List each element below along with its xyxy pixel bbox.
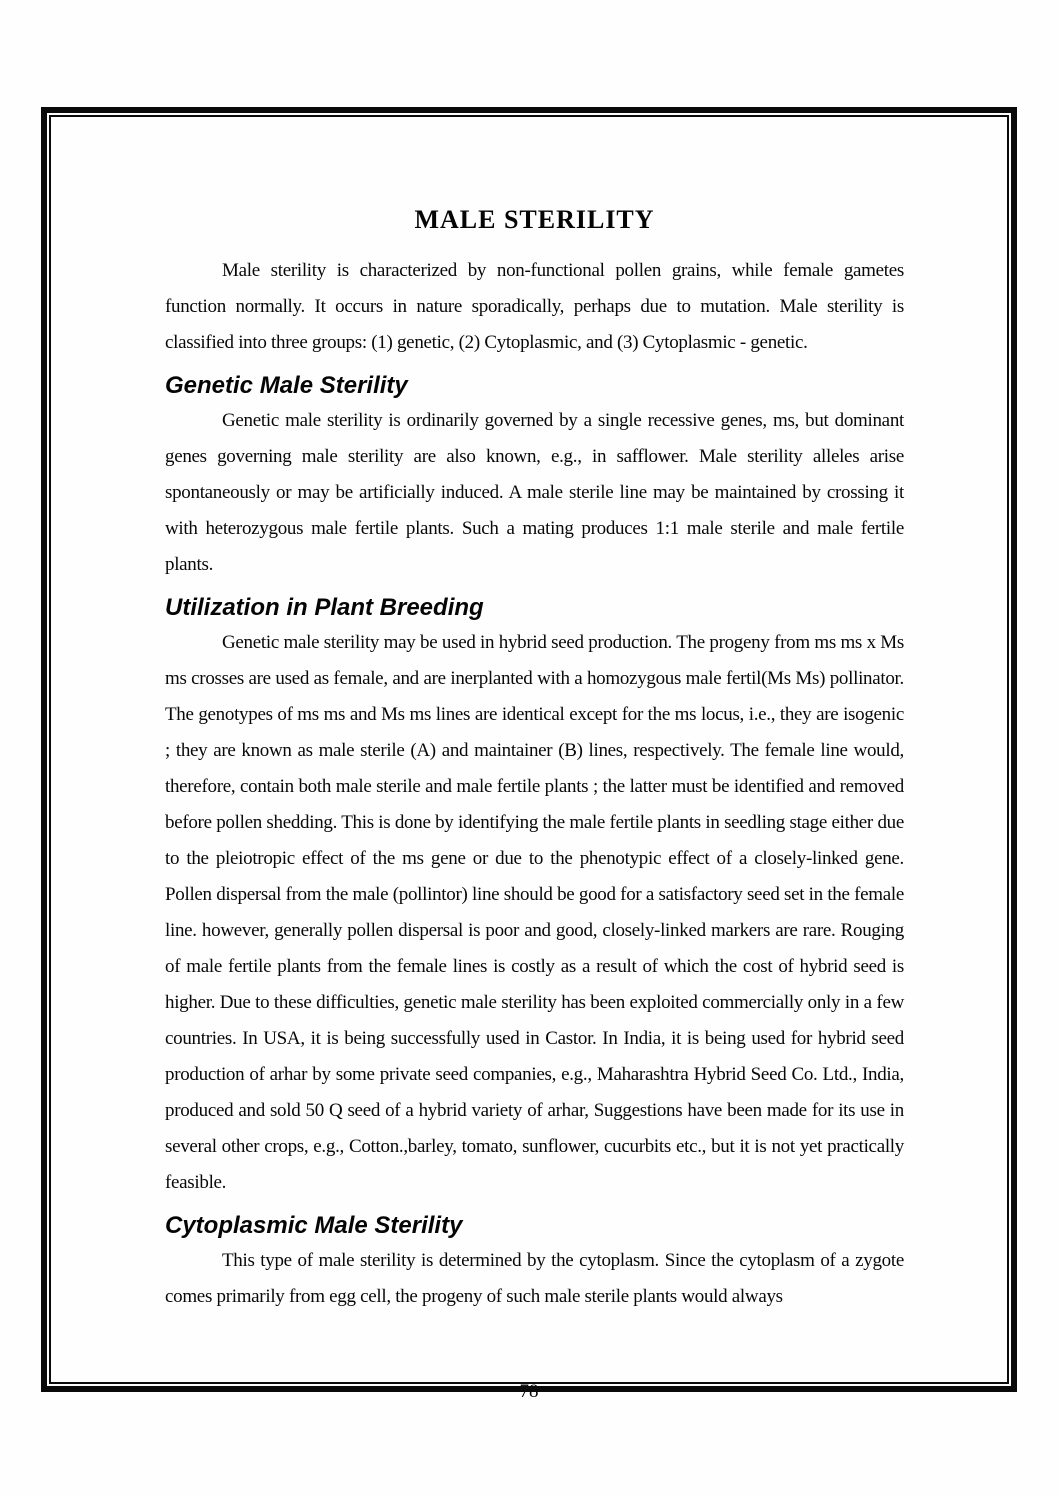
section-heading-genetic-male-sterility: Genetic Male Sterility [165,372,408,399]
document-title: MALE STERILITY [414,205,655,234]
page-frame [41,107,1017,1392]
section-paragraph-cytoplasmic-male-sterility: This type of male sterility is determined by the cytoplasm. Since the cytoplasm of a zygote comes primarily from egg cell, the progeny of such male sterile plants would always [165,1250,904,1307]
section-heading-utilization-in-plant-breeding: Utilization in Plant Breeding [165,594,484,621]
intro-paragraph: Male sterility is characterized by non-functional pollen grains, while female gametes function normally. It occurs in nature sporadically, perhaps due to mutation. Male sterility is classified into three groups: (1) genetic, (2) Cytoplasmic, and (3) Cytoplasmic - genetic. [165,260,904,353]
page-content [47,113,1011,1386]
section-heading-cytoplasmic-male-sterility: Cytoplasmic Male Sterility [165,1212,463,1239]
page-number: 78 [519,1381,539,1402]
section-paragraph-utilization-in-plant-breeding: Genetic male sterility may be used in hybrid seed production. The progeny from ms ms x Ms ms crosses are used as female, and are inerplanted with a homozygous male fertil(Ms Ms) pollinator. The genotypes of ms ms and Ms ms lines are identical except for the ms locus, i.e., they are isogenic ; they are known as male sterile (A) and maintainer (B) lines, respectively. The female line would, therefore, contain both male sterile and male fertile plants ; the latter must be identified and removed before pollen shedding. This is done by identifying the male fertile plants in seedling stage either due to the pleiotropic effect of the ms gene or due to the phenotypic effect of a closely-linked gene. Pollen dispersal from the male (pollintor) line should be good for a satisfactory seed set in the female line. however, generally pollen dispersal is poor and good, closely-linked markers are rare. Rouging of male fertile plants from the female lines is costly as a result of which the cost of hybrid seed is higher. Due to these difficulties, genetic male sterility has been exploited commercially only in a few countries. In USA, it is being successfully used in Castor. In India, it is being used for hybrid seed production of arhar by some private seed companies, e.g., Maharashtra Hybrid Seed Co. Ltd., India, produced and sold 50 Q seed of a hybrid variety of arhar, Suggestions have been made for its use in several other crops, e.g., Cotton.,barley, tomato, sunflower, cucurbits etc., but it is not yet practically feasible. [165,632,904,1193]
section-paragraph-genetic-male-sterility: Genetic male sterility is ordinarily governed by a single recessive genes, ms, but dominant genes governing male sterility are also known, e.g., in safflower. Male sterility alleles arise spontaneously or may be artificially induced. A male sterile line may be maintained by crossing it with heterozygous male fertile plants. Such a mating produces 1:1 male sterile and male fertile plants. [165,410,904,575]
